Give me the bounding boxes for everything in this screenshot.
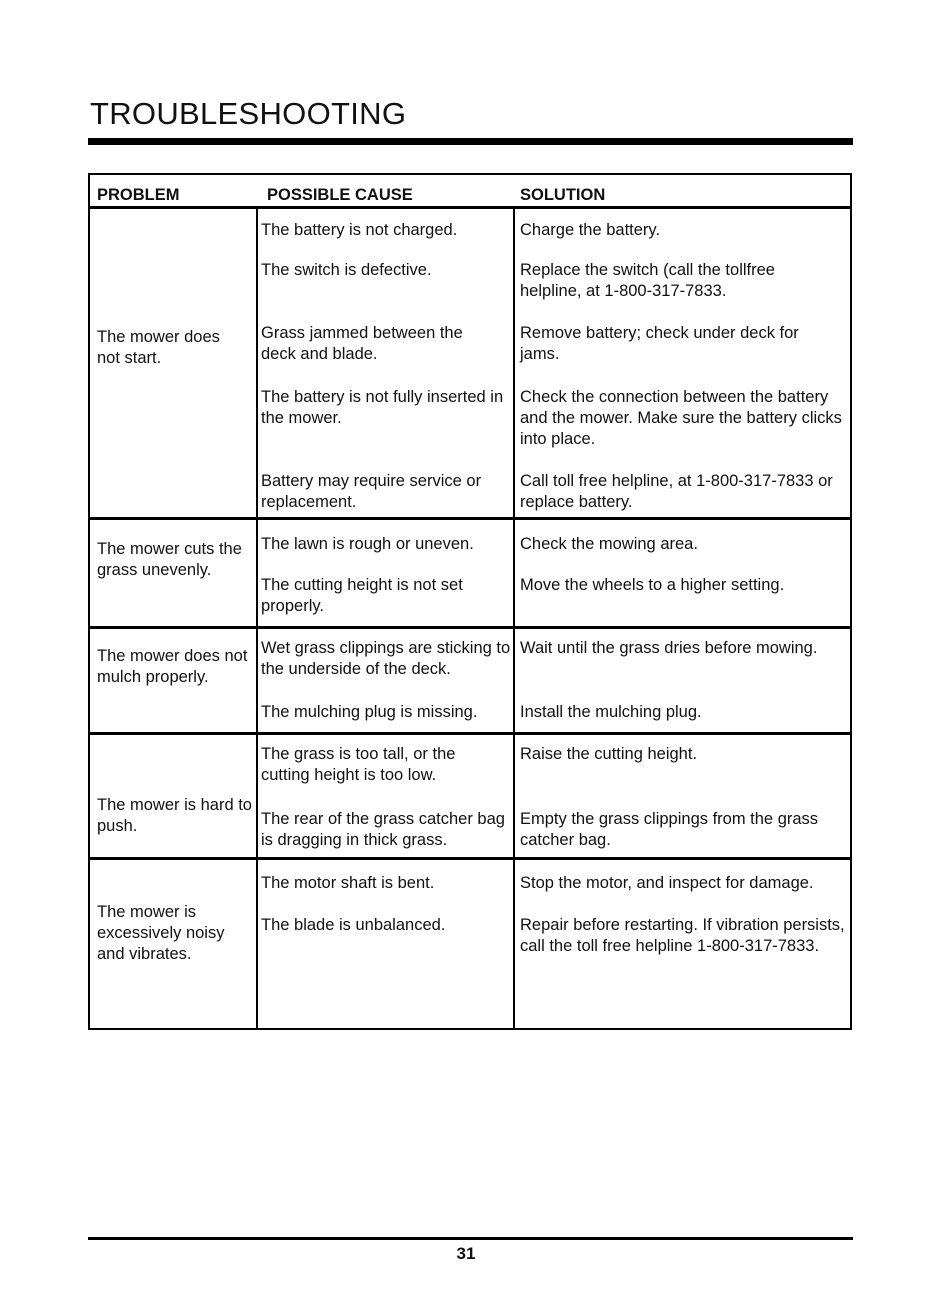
row-divider: [90, 626, 850, 629]
cause-cell: The lawn is rough or uneven.: [261, 535, 474, 553]
solution-cell: Empty the grass clippings from the grass catcher bag.: [520, 810, 819, 849]
cause-cell: Wet grass clippings are sticking to the underside of the deck.: [261, 639, 511, 678]
problem-cell: The mower does not mulch properly.: [97, 647, 248, 686]
row-divider: [90, 732, 850, 735]
column-divider: [513, 208, 515, 1028]
header-rule: [90, 206, 850, 209]
title-rule: [88, 138, 853, 145]
header-problem: PROBLEM: [97, 186, 180, 204]
solution-cell: Remove battery; check under deck for jams.: [520, 324, 799, 363]
footer-rule: [88, 1237, 853, 1240]
solution-cell: Check the connection between the battery and the mower. Make sure the battery clicks into place.: [520, 388, 842, 448]
cause-cell: The blade is unbalanced.: [261, 916, 446, 934]
cause-cell: Grass jammed between the deck and blade.: [261, 324, 463, 363]
solution-cell: Wait until the grass dries before mowing.: [520, 639, 818, 657]
problem-cell: The mower cuts the grass unevenly.: [97, 540, 242, 579]
problem-cell: The mower is hard to push.: [97, 796, 252, 835]
solution-cell: Charge the battery.: [520, 221, 661, 239]
cause-cell: Battery may require service or replacement.: [261, 472, 482, 511]
solution-cell: Stop the motor, and inspect for damage.: [520, 874, 814, 892]
cause-cell: The switch is defective.: [261, 261, 432, 279]
solution-cell: Install the mulching plug.: [520, 703, 702, 721]
column-divider: [256, 208, 258, 1028]
cause-cell: The battery is not fully inserted in the mower.: [261, 388, 504, 427]
header-solution: SOLUTION: [520, 186, 606, 204]
cause-cell: The battery is not charged.: [261, 221, 458, 239]
header-cause: POSSIBLE CAUSE: [267, 186, 413, 204]
solution-cell: Replace the switch (call the tollfree helpline, at 1-800-317-7833.: [520, 261, 775, 300]
troubleshooting-table: [88, 173, 852, 1030]
cause-cell: The mulching plug is missing.: [261, 703, 478, 721]
row-divider: [90, 857, 850, 860]
cause-cell: The rear of the grass catcher bag is dragging in thick grass.: [261, 810, 505, 849]
cause-cell: The grass is too tall, or the cutting height is too low.: [261, 745, 456, 784]
problem-cell: The mower does not start.: [97, 328, 220, 367]
page-number: 31: [456, 1244, 476, 1263]
row-divider: [90, 517, 850, 520]
problem-cell: The mower is excessively noisy and vibrates.: [97, 903, 225, 963]
solution-cell: Move the wheels to a higher setting.: [520, 576, 785, 594]
solution-cell: Check the mowing area.: [520, 535, 698, 553]
solution-cell: Repair before restarting. If vibration persists, call the toll free helpline 1-800-317-7833.: [520, 916, 845, 955]
solution-cell: Call toll free helpline, at 1-800-317-7833 or replace battery.: [520, 472, 833, 511]
cause-cell: The cutting height is not set properly.: [261, 576, 463, 615]
solution-cell: Raise the cutting height.: [520, 745, 698, 763]
cause-cell: The motor shaft is bent.: [261, 874, 435, 892]
page-title: TROUBLESHOOTING: [90, 96, 407, 131]
